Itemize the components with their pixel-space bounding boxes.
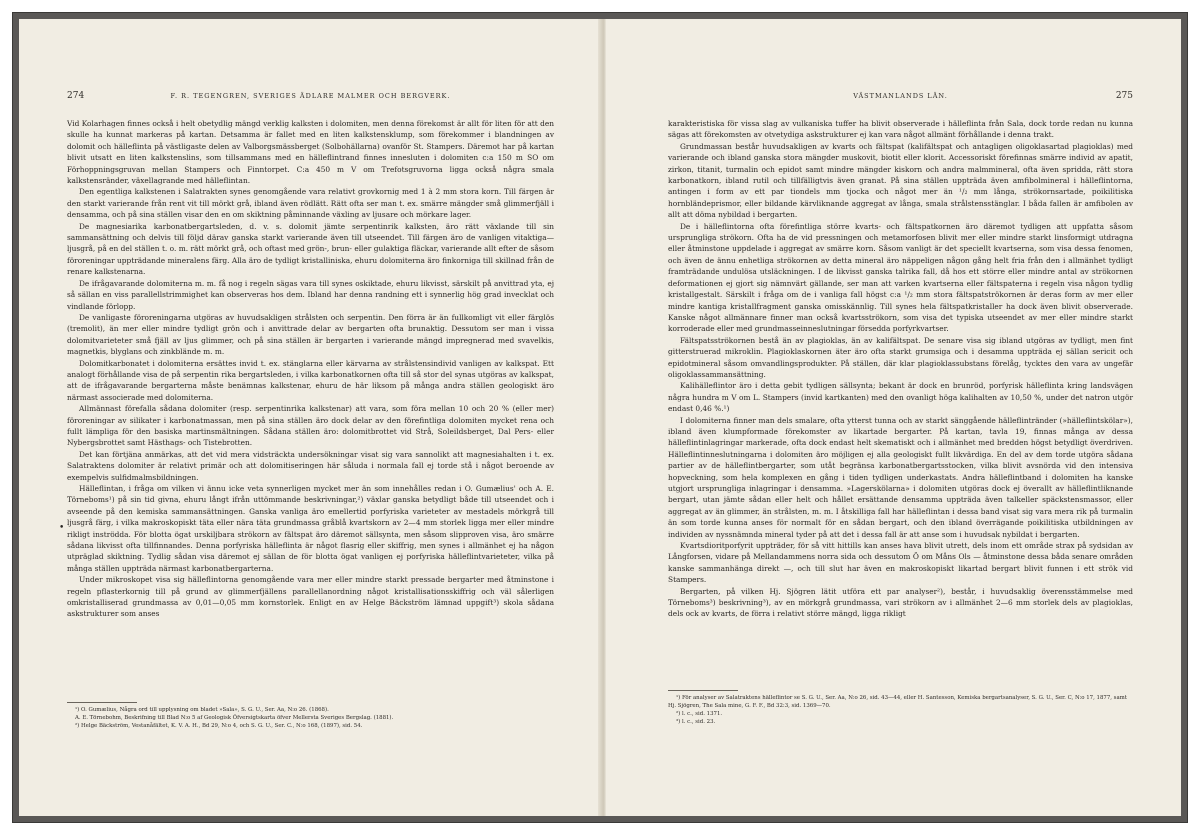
paragraph: Fältspatsströkornen bestå än av plagioklas, än av kalifältspat. De senare visa sig ibland utgöras av tydligt, men fint gitterstruerad mikroklin. Plagioklaskornen äter äro ofta starkt grumsiga och i desamma uppträda ej sällan sericit och epidotmineral såsom omvandlingsprodukter. På ställen, där klar plagioklassubstans förelåg, tycktes den vara av ungefär oligoklassammansättning. bbox=[668, 335, 1133, 379]
footnote: ²) l. c., sid. 1371. bbox=[676, 711, 723, 717]
left-page-body bbox=[67, 118, 554, 620]
footnote: ¹) För analyser av Salatraktens hälleflintor se S. G. U., Ser. Aa, N:o 26, sid. 43—44, eller H. Santesson, Kemiska bergartsanalyser, S. G. U., Ser. C, N:o 17, 1877, samt Hj. Sjögren, The Sala mine, G. F. F., Bd 32:3, sid. 1369—70. bbox=[668, 695, 1127, 709]
left-page-number: 274 bbox=[67, 91, 85, 101]
right-page bbox=[605, 19, 1181, 816]
footnote: ²) Helge Bäckström, Vestanåfältet, K. V. A. H., Bd 29, N:o 4, och S. G. U., Ser. C., N:o 168, (1897), sid. 54. bbox=[75, 723, 363, 729]
paragraph: I dolomiterna finner man dels smalare, ofta ytterst tunna och av starkt sänggående hälleflintränder (»hälleflintskölar»), ibland även klumpformade förekomster av likartade bergarter. På kartan, tavla 19, finnas många av dessa hälleflintinlagringar markerade, ofta dock endast helt skematiskt och i allmänhet med bredden högst betydligt överdriven. Hälleflintinneslutningarna i dolomiten äro möjligen ej alla geologiskt fullt likvärdiga. En del av dem torde utgöra sådana partier av de hälleflintbergarter, som utåt begränsa karbonatbergartsstocken, vilka blivit avsnörda vid den intensiva hopveckning, som hela komplexen en gång i tiden tydligen underkastats. Andra hälleflintband i dolomiten ha kanske utgjort ursprungliga inlagringar i densamma. »Lagerskölarna» i dolomiten utgöras dock ej överallt av hälleflintliknande bergart, utan jämte sådan eller helt och hållet ersättande densamma uppträda även talkeller späckstensmassor, eller aggregat av än glimmer, än strålsten, m. m. I åtskilliga fall har hälleflintan i dessa band visat sig vara mera rik på turmalin än som torde kunna anses för normalt för en sådan bergart, och den ibland överrägande poikilitiska utbildningen av individen av nyssnämnda mineral tyder på att det i dessa fall är att anse som i huvudsak nybildat i bergarten. bbox=[668, 415, 1133, 539]
left-running-head: F. R. TEGENGREN, SVERIGES ÄDLARE MALMER OCH BERGVERK. bbox=[170, 92, 451, 100]
footnote: A. E. Törnebohm, Beskrifning till Blad N:o 5 af Geologisk Öfversigtskarta öfver Mellersta Sveriges Bergslag. (1881). bbox=[75, 715, 394, 721]
paragraph: De magnesiarika karbonatbergartsleden, d. v. s. dolomit jämte serpentinrik kalksten, äro rätt växlande till sin sammansättning och delvis till följd därav ganska starkt varierande även till utseendet. Till färgen äro de vanligen vitaktiga—ljusgrå, på en del ställen t. o. m. rätt mörkt grå, och oftast med grön-, brun- eller gulaktiga fläckar, varierande allt efter de såsom föroreningar uppträdande mineralens färg. Alla äro de tydligt kristalliniska, ehuru dolomiterna äro finkorniga till skillnad från de renare kalkstenarna. bbox=[67, 221, 554, 277]
paragraph: Det kan förtjäna anmärkas, att det vid mera vidsträckta undersökningar visat sig vara sannolikt att magnesiahalten i t. ex. Salatraktens dolomiter är relativt primär och att dolomitiseringen här såluda i normala fall ej torde stå i något beroende av exempelvis sulfidmalmsbildningen. bbox=[67, 449, 554, 482]
paragraph: karakteristiska för vissa slag av vulkaniska tuffer ha blivit observerade i hälleflinta från Sala, dock torde redan nu kunna sägas att förekomsten av otvetydiga askstrukturer ej kan vara något allmänt förhållande i denna trakt. bbox=[668, 119, 1133, 140]
left-footnotes bbox=[67, 706, 554, 730]
paragraph: Dolomitkarbonatet i dolomiterna ersättes invid t. ex. stänglarna eller kärvarna av strålstensindivid vanligen av kalkspat. Ett analogt förhållande visa de på serpentin rika bergartsleden, i vilka karbonatkornen ofta till så stor del synas utgöras av kalkspat, att de ifrågavarande bergarterna måste benämnas kalkstenar, ehuru de här liksom på många andra ställen geologiskt äro närmast associerade med dolomiterna. bbox=[67, 358, 554, 402]
left-page bbox=[19, 19, 603, 816]
right-page-body bbox=[668, 118, 1133, 620]
right-page-header bbox=[668, 91, 1133, 105]
paragraph: Den egentliga kalkstenen i Salatrakten synes genomgående vara relativt grovkornig med 1 à 2 mm stora korn. Till färgen är den starkt varierande från rent vit till mörkt grå, ibland även rödlätt. Rätt ofta ser man t. ex. smärre mängder små glimmerfjäll i densamma, och på sina ställen visar den en om skiktning påminnande växling av ljusare och mörkare lager. bbox=[67, 187, 554, 220]
footnote-rule bbox=[668, 690, 738, 691]
paragraph: De i hälleflintorna ofta förefintliga större kvarts- och fältspatkornen äro däremot tydligen att uppfatta såsom ursprungliga strökorn. Ofta ha de vid pressningen och metamorfosen blivit mer eller mindre starkt linsformigt utdragna eller åtminstone uppdelade i aggregat av smärre korn. Såsom vanligt är det speciellt kvartserna, som visa dessa fenomen, och även de ännu enhetliga strökornen av detta mineral äro näppeligen någon gång helt fria från den i allmänhet tydligt framträdande undulösa utsläckningen. I de likvisst ganska talrika fall, då hos ett större eller mindre antal av strökornen deformationen ej gjort sig nämnvärt gällande, ser man att varken kvartserna eller fältspaterna i regeln visa någon tydlig kristallgestalt. Särskilt i fråga om de i vanliga fall högst c:a ¹/₂ mm stora fältspatströkornen är deras form av mer eller mindre kantiga kristallfragment ganska omisskännlig. Till synes hela fältspatkristaller ha dock även blivit observerade. Kanske något allmännare finner man också kvartsströkorn, som visa det typiska utseendet av mer eller mindre starkt korroderade eller med grundmasseinneslutningar försedda porfyrkvartser. bbox=[668, 221, 1133, 334]
paragraph: Kalihälleflintor äro i detta gebit tydligen sällsynta; bekant är dock en brunröd, porfyrisk hälleflinta kring landsvägen några hundra m V om L. Stampers (invid kartkanten) med den ovanligt höga kalihalten av 10,50 %, under det natron utgör endast 0,46 %.¹) bbox=[668, 381, 1133, 414]
right-footnotes bbox=[668, 694, 1133, 726]
paragraph: Bergarten, på vilken Hj. Sjögren lätit utföra ett par analyser²), består, i huvudsaklig överensstämmelse med Törneboms³) beskrivning³), av en mörkgrå grundmassa, vari strökorn av i allmänhet 2—6 mm storlek dels av plagioklas, dels ock av kvarts, de förra i relativt större mängd, ligga rikligt bbox=[668, 586, 1133, 619]
footnote: ¹) O. Gumælius, Några ord till upplysning om bladet »Sala», S. G. U., Ser. Aa, N:o 26. (1868). bbox=[75, 707, 329, 713]
paragraph: De vanligaste föroreningarna utgöras av huvudsakligen strålsten och serpentin. Den förra är än fullkomligt vit eller färglös (tremolit), än mer eller mindre tydligt grön och i anvittrade delar av bergarten ofta brunaktig. Dessutom ser man i vissa dolomitvarieteter små fjäll av ljus glimmer, och på sina ställen är bergarten i varierande mängd impregnerad med svavelkis, magnetkis, blyglans och zinkblände m. m. bbox=[67, 312, 554, 357]
right-page-number: 275 bbox=[1115, 91, 1133, 101]
right-running-head: VÄSTMANLANDS LÄN. bbox=[853, 92, 948, 100]
paragraph: De ifrågavarande dolomiterna m. m. få nog i regeln sägas vara till synes oskiktade, ehuru likvisst, särskilt på anvittrad yta, ej så sällan en viss parallellstrimmighet kan observeras hos dem. Ibland har denna randning ett i synnerlig hög grad invecklat och vindlande förlopp. bbox=[67, 278, 554, 311]
paragraph: Under mikroskopet visa sig hälleflintorna genomgående vara mer eller mindre starkt pressade bergarter med åtminstone i regeln pflasterkornig till på grund av glimmerfjällens parallellanordning något kristallisationsskiffrig och väl sålerligen omkristalliserad grundmassa av 0,01—0,05 mm kornstorlek. Enligt en av Helge Bäckström lämnad uppgift³) skola sådana askstrukturer som anses bbox=[67, 575, 554, 619]
paragraph: Kvartsdioritporfyrit uppträder, för så vitt hittills kan anses hava blivit utrett, dels inom ett område strax på sydsidan av Långforsen, vidare på Mellandammens norra sida och dessutom Ö om Måns Ols — åtminstone dessa båda senare områden kanske sammanhänga direkt —, och till slut har även en makroskopiskt likartad bergart blivit funnen i ett strök vid Stampers. bbox=[668, 541, 1133, 585]
paragraph: Allmännast förefalla sådana dolomiter (resp. serpentinrika kalkstenar) att vara, som föra mellan 10 och 20 % (eller mer) föroreningar av silikater i karbonatmassan, men på sina ställen äro dock delar av den förefintliga dolomiten mycket rena och fullt lämpliga för den basiska martinsmältningen. Sådana ställen äro: dolomitbrottet vid Strå, Soleildsberget, Dal Pers- eller Nybergsbrottet samt Hästhags- och Tistebrotten. bbox=[67, 404, 554, 448]
footnote-rule bbox=[67, 702, 137, 703]
footnote: ³) l. c., sid. 23. bbox=[676, 719, 716, 725]
paragraph: Vid Kolarhagen finnes också i helt obetydlig mängd verklig kalksten i dolomiten, men denna förekomst är allt för liten för att den skulle ha kunnat markeras på kartan. Detsamma är fallet med en liten kalkstensklump, som förekommer i blandningen av dolomit och hälleflinta på västligaste delen av Valborgsmässberget (Solbohällarna) ovanför St. Stampers. Däremot har på kartan blivit utsatt en liten kalkstenslins, som tillsammans med en hälleflintrand finnes innesluten i dolomiten c:a 150 m SO om Förhoppningsgruvan mellan Stampers och Finntorpet. C:a 450 m V om Trefotsgruvorna ligga också några smala kalkstensränder, växellagrande med hälleflintan. bbox=[67, 119, 554, 186]
scan-frame bbox=[12, 12, 1188, 823]
paragraph: Grundmassan består huvudsakligen av kvarts och fältspat (kalifältspat och antagligen oligoklasartad plagioklas) med varierande och ibland ganska stora mängder muskovit, biotit eller klorit. Accessoriskt förefinnas smärre individ av apatit, zirkon, titanit, turmalin och epidot samt mindre mängder kiskorn och andra malmmineral, ofta även spridda, rätt stora karbonatkorn, ibland rutil och tillfälligtvis även granat. På sina ställen uppträda även amfibolmineral i hälleflintorna, antingen i form av ett par tiondels mm tjocka och något mer än ¹/₂ mm långa, strökornsartade, poikilitiska hornbländeprismor, eller bildande kärvliknande aggregat av långa, smala strålstensstänglar. I båda fallen är amfibolen av allt att döma nybildad i bergarten. bbox=[668, 141, 1133, 220]
left-page-header bbox=[67, 91, 554, 105]
paragraph: Hälleflintan, i fråga om vilken vi ännu icke veta synnerligen mycket mer än som innehålles redan i O. Gumælius' och A. E. Törneboms¹) på sin tid givna, ehuru långt ifrån uttömmande beskrivningar,²) växlar ganska betydligt både till utseendet och i avseende på den kemiska sammansättningen. Ganska vanliga äro emellertid porfyriska varieteter av mestadels mörkgrå till ljusgrå färg, i vilka makroskopiskt täta eller nära täta grundmassa gråblå kvartskorn av 2—4 mm storlek ligga mer eller mindre rikligt inströdda. För blotta ögat urskiljbara strökorn av fältspat äro däremot sällsynta, men såsom slipproven visa, äro smärre sådana likvisst ofta tillfinnandes. Denna porfyriska hälleflinta är något flasrig eller skiffrig, men synes i allmänhet ej ha någon utpräglad skiktning. Tydlig sådan visa däremot ej sällan de för blotta ögat vanligen ej porfyriska hälleflintvarieteter, vilka på många ställen uppträda närmast karbonatbergarterna. bbox=[67, 484, 554, 573]
margin-mark: • bbox=[59, 523, 65, 533]
